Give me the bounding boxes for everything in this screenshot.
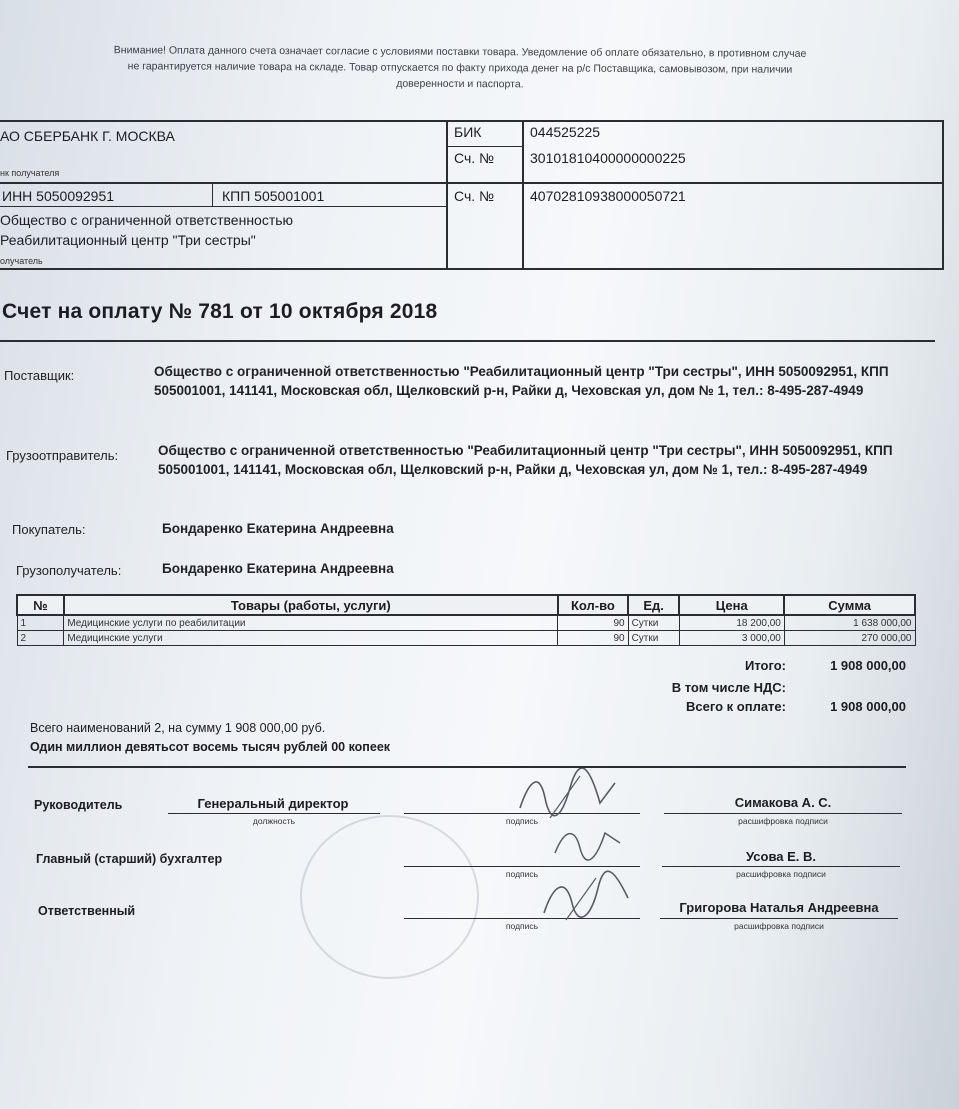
amount-due-label: Всего к оплате: — [686, 699, 786, 714]
bank-details-box — [0, 120, 944, 270]
col-header-sum: Сумма — [784, 595, 915, 615]
corr-account-value: 30101810400000000225 — [530, 150, 686, 166]
cell-qty: 90 — [558, 631, 628, 646]
items-count-summary: Всего наименований 2, на сумму 1 908 000,00 руб. — [30, 721, 326, 735]
responsible-signature-caption: подпись — [505, 921, 539, 931]
bik-value: 044525225 — [530, 124, 601, 140]
accountant-name-caption: расшифровка подписи — [736, 869, 826, 879]
accountant-name-line — [662, 866, 900, 867]
total-value: 1 908 000,00 — [830, 658, 906, 673]
bik-label: БИК — [454, 124, 482, 140]
payment-notice: Внимание! Оплата данного счета означает согласие с условиями поставки товара. Уведомление об оплате обязательно, в противном случае не гарантируется наличие товара на складе. Товар отпускается по факту прихода денег на р/с Поставщика, самовывозом, при наличии доверенности и паспорта. — [113, 44, 807, 91]
responsible-name-line — [660, 918, 898, 919]
col-header-goods: Товары (работы, услуги) — [64, 595, 558, 615]
head-position: Генеральный директор — [197, 796, 349, 811]
responsible-label: Ответственный — [38, 904, 136, 918]
head-name: Симакова А. С. — [734, 795, 832, 810]
recipient-caption: олучатель — [0, 256, 43, 266]
head-name-line — [664, 813, 902, 814]
cell-goods: Медицинские услуги — [64, 631, 558, 646]
responsible-name-caption: расшифровка подписи — [734, 921, 824, 931]
cell-qty: 90 — [558, 615, 628, 631]
table-row — [17, 631, 915, 646]
table-header-row — [17, 595, 915, 615]
cell-goods: Медицинские услуги по реабилитации — [64, 615, 558, 631]
account-value: 40702810938000050721 — [530, 188, 686, 204]
cell-sum: 270 000,00 — [784, 631, 915, 646]
col-header-price: Цена — [679, 595, 784, 615]
cell-number: 2 — [17, 631, 64, 646]
col-header-qty: Кол-во — [558, 595, 628, 615]
amount-due-value: 1 908 000,00 — [830, 699, 906, 714]
buyer-label: Покупатель: — [12, 522, 86, 537]
summary-divider — [28, 766, 906, 768]
responsible-handwritten-signature — [536, 868, 636, 928]
accountant-label: Главный (старший) бухгалтер — [36, 852, 223, 866]
items-table — [16, 594, 916, 646]
bank-name: АО СБЕРБАНК Г. МОСКВА — [0, 128, 175, 144]
amount-in-words: Один миллион девятьсот восемь тысяч рублей 00 копеек — [30, 740, 391, 754]
col-header-unit: Ед. — [628, 595, 679, 615]
head-position-caption: должность — [252, 816, 296, 826]
recipient-line-1: Общество с ограниченной ответственностью — [0, 212, 294, 228]
inn-value: ИНН 5050092951 — [2, 188, 115, 204]
buyer-name: Бондаренко Екатерина Андреевна — [162, 521, 394, 536]
head-signature-caption: подпись — [505, 816, 539, 826]
bank-caption: нк получателя — [0, 168, 60, 178]
shipper-details: Общество с ограниченной ответственностью "Реабилитационный центр "Три сестры", ИНН 5050092951, КПП 505001001, 141141, Московская обл, Щелковский р-н, Райки д, Чеховская ул, дом № 1, тел.: 8-495-287-4949 — [158, 443, 893, 477]
table-row — [17, 615, 915, 631]
responsible-name: Григорова Наталья Андреевна — [679, 900, 879, 915]
accountant-handwritten-signature — [550, 818, 630, 868]
consignee-label: Грузополучатель: — [16, 563, 122, 578]
title-divider — [0, 340, 935, 342]
accountant-signature-caption: подпись — [505, 869, 539, 879]
recipient-line-2: Реабилитационный центр "Три сестры" — [0, 232, 256, 248]
head-label: Руководитель — [34, 798, 123, 812]
head-position-line — [168, 813, 380, 814]
supplier-details: Общество с ограниченной ответственностью "Реабилитационный центр "Три сестры", ИНН 5050092951, КПП 505001001, 141141, Московская обл, Щелковский р-н, Райки д, Чеховская ул, дом № 1, тел.: 8-495-287-4949 — [154, 364, 889, 398]
invoice-title: Счет на оплату № 781 от 10 октября 2018 — [2, 300, 438, 323]
cell-sum: 1 638 000,00 — [784, 615, 915, 631]
cell-unit: Сутки — [628, 615, 679, 631]
account-label: Сч. № — [454, 188, 495, 204]
total-label: Итого: — [745, 658, 786, 673]
company-stamp — [300, 815, 479, 979]
cell-price: 3 000,00 — [679, 631, 784, 646]
cell-price: 18 200,00 — [679, 615, 784, 631]
kpp-value: КПП 505001001 — [222, 188, 325, 204]
corr-account-label: Сч. № — [454, 150, 495, 166]
cell-number: 1 — [17, 615, 64, 631]
cell-unit: Сутки — [628, 631, 679, 646]
col-header-number: № — [17, 595, 64, 615]
vat-label: В том числе НДС: — [671, 680, 786, 695]
consignee-name: Бондаренко Екатерина Андреевна — [162, 561, 394, 576]
supplier-label: Поставщик: — [4, 368, 75, 383]
shipper-label: Грузоотправитель: — [6, 448, 119, 463]
head-name-caption: расшифровка подписи — [738, 816, 828, 826]
accountant-name: Усова Е. В. — [746, 849, 816, 864]
